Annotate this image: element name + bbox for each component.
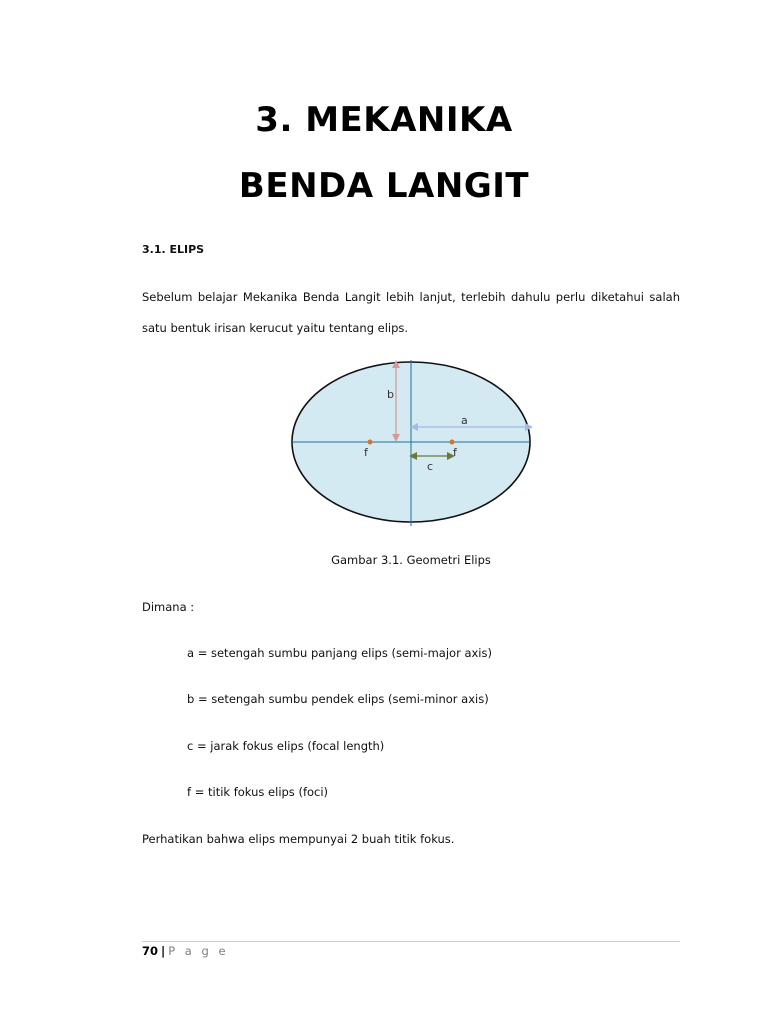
label-c: c: [427, 460, 434, 473]
label-f-right: f: [453, 446, 457, 459]
label-f-left: f: [364, 446, 368, 459]
section-heading: 3.1. ELIPS: [142, 243, 205, 256]
label-b: b: [387, 388, 394, 401]
chapter-title-line-1: 3. MEKANIKA: [255, 100, 513, 140]
footer-separator: |: [161, 944, 166, 958]
focus-right-dot: [450, 440, 455, 445]
page-footer: [142, 944, 229, 958]
definition-f: f = titik fokus elips (foci): [187, 785, 329, 799]
definition-c: c = jarak fokus elips (focal length): [187, 739, 385, 753]
ellipse-geometry-figure: [286, 358, 536, 530]
page-number: 70: [142, 944, 159, 958]
footer-divider: [142, 941, 680, 942]
label-a: a: [461, 414, 468, 427]
foci-note: Perhatikan bahwa elips mempunyai 2 buah titik fokus.: [142, 832, 455, 846]
definitions-intro: Dimana :: [142, 600, 195, 614]
intro-paragraph: Sebelum belajar Mekanika Benda Langit lebih lanjut, terlebih dahulu perlu diketahui salah satu bentuk irisan kerucut yaitu tentang elips.: [142, 290, 680, 335]
definition-b: b = setengah sumbu pendek elips (semi-minor axis): [187, 692, 489, 706]
figure-caption: Gambar 3.1. Geometri Elips: [331, 553, 491, 567]
focus-left-dot: [368, 440, 373, 445]
page-label: P a g e: [168, 944, 229, 958]
chapter-title-line-2: BENDA LANGIT: [238, 166, 530, 206]
definition-a: a = setengah sumbu panjang elips (semi-major axis): [187, 646, 492, 660]
